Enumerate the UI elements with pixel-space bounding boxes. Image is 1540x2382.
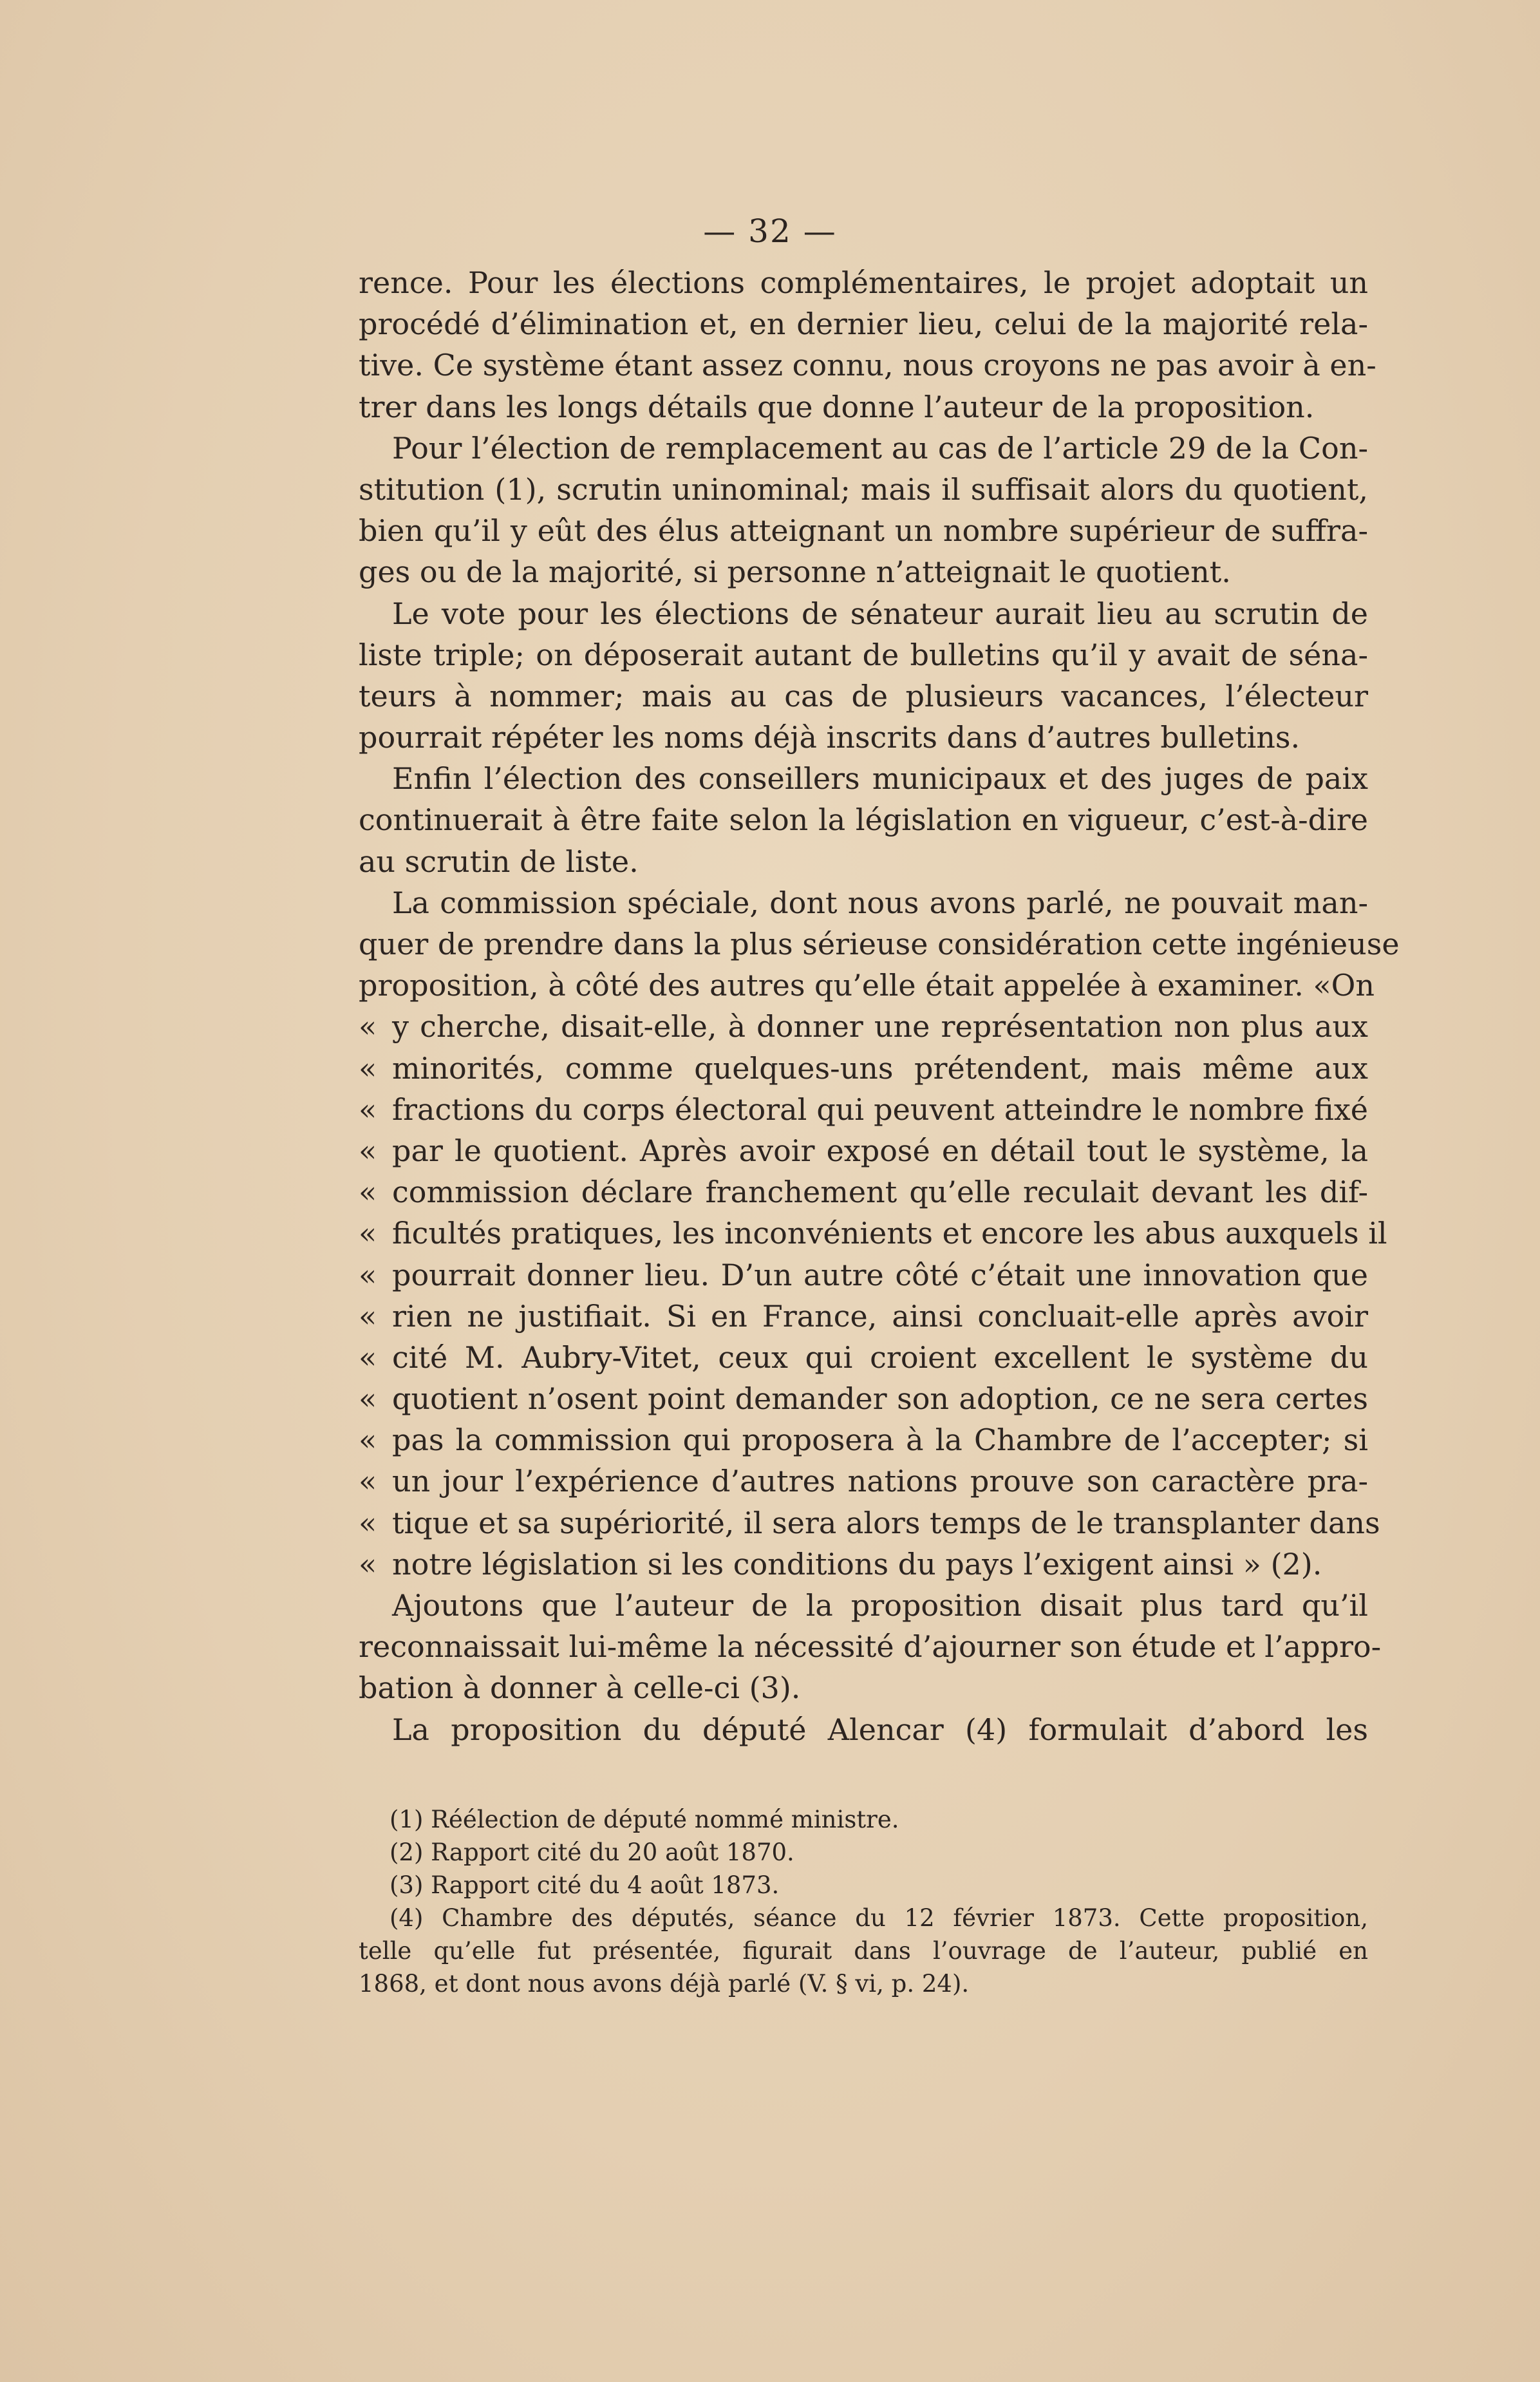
quote-line <box>359 1378 1368 1419</box>
quote-mark: « <box>359 1092 377 1127</box>
quote-mark: « <box>359 1339 377 1375</box>
quote-line <box>359 1544 1368 1585</box>
text-line: teurs à nommer; mais au cas de plusieurs vacances, l’électeur <box>359 678 1368 714</box>
text-line: Enfin l’élection des conseillers municipaux et des juges de paix <box>392 761 1368 797</box>
text-line: stitution (1), scrutin uninominal; mais il suffisait alors du quotient, <box>359 471 1368 507</box>
quote-mark: « <box>359 1381 377 1417</box>
quote-line <box>359 1419 1368 1460</box>
quote-line <box>359 1337 1368 1378</box>
quote-text: un jour l’expérience d’autres nations prouve son caractère pra- <box>392 1464 1368 1499</box>
text-line: tive. Ce système étant assez connu, nous croyons ne pas avoir à en- <box>359 348 1376 383</box>
quote-mark: « <box>359 1009 377 1044</box>
text-line: quer de prendre dans la plus sérieuse considération cette ingénieuse <box>359 927 1400 961</box>
quote-line <box>359 1460 1368 1502</box>
text-line: liste triple; on déposerait autant de bulletins qu’il y avait de séna- <box>359 637 1368 672</box>
quote-text: tique et sa supériorité, il sera alors temps de le transplanter dans <box>392 1505 1380 1540</box>
quote-mark: « <box>359 1423 377 1458</box>
footnote-continuation: telle qu’elle fut présentée, figurait dans l’ouvrage de l’auteur, publié en <box>359 1937 1368 1965</box>
footnote-continuation: 1868, et dont nous avons déjà parlé (V. § vi, p. 24). <box>359 1970 970 1998</box>
footnote: (1) Réélection de député nommé ministre. <box>390 1806 899 1833</box>
quote-mark: « <box>359 1175 377 1210</box>
quote-text: cité M. Aubry-Vitet, ceux qui croient excellent le système du <box>392 1339 1368 1375</box>
text-line: Pour l’élection de remplacement au cas de l’article 29 de la Con- <box>392 430 1368 466</box>
quote-line <box>359 1296 1368 1337</box>
quote-line <box>359 1502 1380 1544</box>
text-line: Ajoutons que l’auteur de la proposition disait plus tard qu’il <box>392 1588 1368 1623</box>
quote-text: par le quotient. Après avoir exposé en détail tout le système, la <box>392 1133 1368 1168</box>
text-line: pourrait répéter les noms déjà inscrits dans d’autres bulletins. <box>359 720 1301 755</box>
quote-mark: « <box>359 1464 377 1499</box>
text-line: ges ou de la majorité, si personne n’atteignait le quotient. <box>359 554 1231 590</box>
footnote: (3) Rapport cité du 4 août 1873. <box>390 1871 780 1899</box>
text-line: reconnaissait lui-même la nécessité d’ajourner son étude et l’appro- <box>359 1629 1382 1665</box>
footnote: (2) Rapport cité du 20 août 1870. <box>390 1838 794 1866</box>
text-line: proposition, à côté des autres qu’elle était appelée à examiner. «On <box>359 968 1375 1003</box>
text-line: au scrutin de liste. <box>359 844 639 879</box>
text-line: La commission spéciale, dont nous avons parlé, ne pouvait man- <box>392 885 1368 920</box>
quote-line <box>359 1213 1387 1254</box>
quote-line <box>359 1130 1368 1171</box>
quote-text: ficultés pratiques, les inconvénients et encore les abus auxquels il <box>392 1216 1387 1251</box>
page-number: — 32 — <box>703 213 837 250</box>
text-line: bation à donner à celle-ci (3). <box>359 1670 801 1706</box>
quote-text: commission déclare franchement qu’elle reculait devant les dif- <box>392 1175 1368 1210</box>
quote-line <box>359 1048 1368 1089</box>
quote-line <box>359 1171 1368 1213</box>
quote-text: notre législation si les conditions du pays l’exigent ainsi » (2). <box>392 1546 1322 1582</box>
quote-mark: « <box>359 1257 377 1292</box>
text-line: procédé d’élimination et, en dernier lieu, celui de la majorité rela- <box>359 307 1368 342</box>
text-line: bien qu’il y eût des élus atteignant un nombre supérieur de suffra- <box>359 513 1368 549</box>
quote-text: pourrait donner lieu. D’un autre côté c’était une innovation que <box>392 1257 1368 1292</box>
body-text <box>359 262 1400 1750</box>
text-line: rence. Pour les élections complémentaires, le projet adoptait un <box>359 265 1368 300</box>
quote-text: rien ne justifiait. Si en France, ainsi concluait-elle après avoir <box>392 1298 1368 1334</box>
text-line: trer dans les longs détails que donne l’auteur de la proposition. <box>359 389 1315 424</box>
text-line: continuerait à être faite selon la législation en vigueur, c’est-à-dire <box>359 802 1368 838</box>
quote-mark: « <box>359 1050 377 1086</box>
text-line: Le vote pour les élections de sénateur aurait lieu au scrutin de <box>392 596 1368 631</box>
quote-text: fractions du corps électoral qui peuvent atteindre le nombre fixé <box>392 1092 1368 1127</box>
quote-text: y cherche, disait-elle, à donner une représentation non plus aux <box>392 1009 1368 1044</box>
quote-mark: « <box>359 1505 377 1540</box>
quote-mark: « <box>359 1216 377 1251</box>
quote-line <box>359 1006 1368 1047</box>
quote-line <box>359 1089 1368 1130</box>
footnote: (4) Chambre des députés, séance du 12 février 1873. Cette proposition, <box>390 1904 1368 1932</box>
quote-line <box>359 1254 1368 1296</box>
quote-text: minorités, comme quelques-uns prétendent, mais même aux <box>392 1050 1368 1086</box>
quote-text: pas la commission qui proposera à la Chambre de l’accepter; si <box>392 1423 1368 1458</box>
quote-mark: « <box>359 1298 377 1334</box>
text-line: La proposition du député Alencar (4) formulait d’abord les <box>392 1712 1368 1747</box>
quote-mark: « <box>359 1133 377 1168</box>
quote-mark: « <box>359 1546 377 1582</box>
footnotes <box>359 1803 1368 2000</box>
quote-text: quotient n’osent point demander son adoption, ce ne sera certes <box>392 1381 1368 1417</box>
